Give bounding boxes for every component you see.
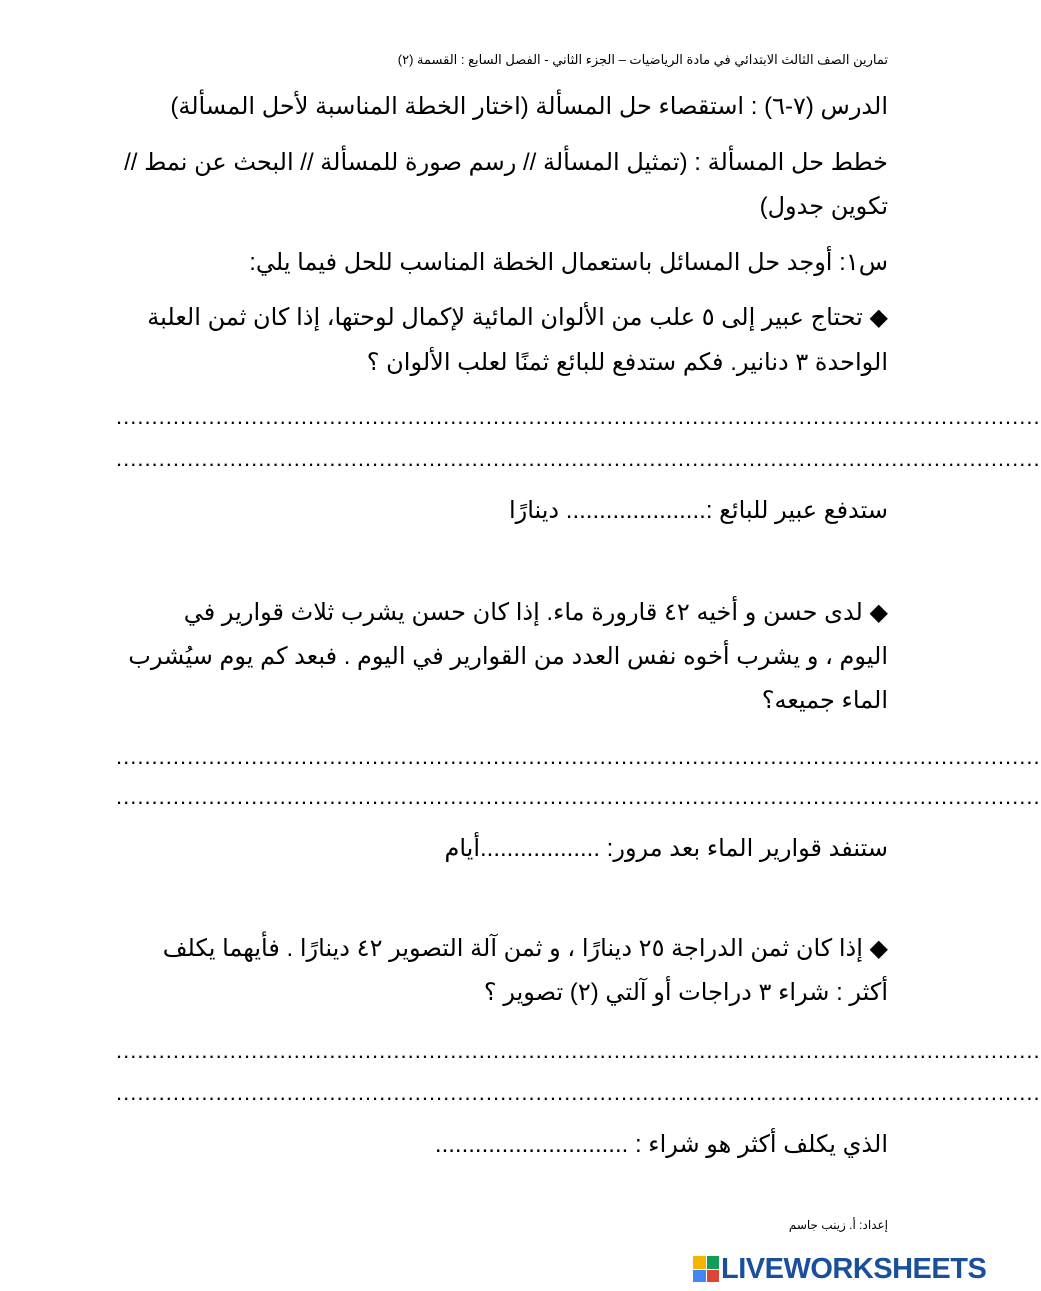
logo-mark-square-2 xyxy=(707,1256,720,1269)
logo-mark-square-4 xyxy=(707,1270,720,1283)
logo-text: LIVEWORKSHEETS xyxy=(721,1252,987,1285)
problem-1-answer-line-1[interactable]: .................................................................................................................................. xyxy=(116,404,1041,429)
problem-2-line-3: الماء جميعه؟ xyxy=(761,687,888,714)
liveworksheets-logo[interactable] xyxy=(693,1253,993,1285)
author-credit: إعداد: أ. زينب جاسم xyxy=(788,1218,888,1232)
problem-2-answer-line-2[interactable]: .................................................................................................................................. xyxy=(116,784,1041,809)
problem-1-answer: ستدفع عبير للبائع :..................... دينارًا xyxy=(508,497,888,524)
problem-3-line-1: ◆ إذا كان ثمن الدراجة ٢٥ دينارًا ، و ثمن آلة التصوير ٤٢ دينارًا . فأيهما يكلف xyxy=(162,935,888,962)
logo-mark-square-1 xyxy=(693,1256,706,1269)
problem-3-answer: الذي يكلف أكثر هو شراء : ............................. xyxy=(434,1131,888,1158)
plans-line-2: تكوين جدول) xyxy=(759,193,888,220)
problem-3-answer-line-2[interactable]: .................................................................................................................................. xyxy=(116,1080,1041,1105)
problem-3-answer-line-1[interactable]: .................................................................................................................................. xyxy=(116,1038,1041,1063)
problem-3-line-2: أكثر : شراء ٣ دراجات أو آلتي (٢) تصوير ؟ xyxy=(483,979,888,1006)
question-heading: س١: أوجد حل المسائل باستعمال الخطة المناسب للحل فيما يلي: xyxy=(249,249,888,276)
problem-2-answer: ستنفد قوارير الماء بعد مرور: ..................أيام xyxy=(444,835,888,862)
problem-2-line-1: ◆ لدى حسن و أخيه ٤٢ قارورة ماء. إذا كان حسن يشرب ثلاث قوارير في xyxy=(183,599,888,626)
worksheet-header: تمارين الصف الثالث الابتدائي في مادة الرياضيات – الجزء الثاني - الفصل السابع : القسمة (٢) xyxy=(397,52,888,67)
plans-line-1: خطط حل المسألة : (تمثيل المسألة // رسم صورة للمسألة // البحث عن نمط // xyxy=(124,149,888,176)
problem-1-line-1: ◆ تحتاج عبير إلى ٥ علب من الألوان المائية لإكمال لوحتها، إذا كان ثمن العلبة xyxy=(147,304,888,331)
problem-1-answer-line-2[interactable]: .................................................................................................................................. xyxy=(116,446,1041,471)
problem-2-line-2: اليوم ، و يشرب أخوه نفس العدد من القوارير في اليوم . فبعد كم يوم سيُشرب xyxy=(128,643,888,670)
lesson-title: الدرس (٧-٦) : استقصاء حل المسألة (اختار الخطة المناسبة لأحل المسألة) xyxy=(170,93,888,120)
problem-1-line-2: الواحدة ٣ دنانير. فكم ستدفع للبائع ثمنًا لعلب الألوان ؟ xyxy=(366,349,888,376)
logo-mark-square-3 xyxy=(693,1270,706,1283)
problem-2-answer-line-1[interactable]: .................................................................................................................................. xyxy=(116,744,1041,769)
logo-mark-icon xyxy=(693,1256,719,1282)
